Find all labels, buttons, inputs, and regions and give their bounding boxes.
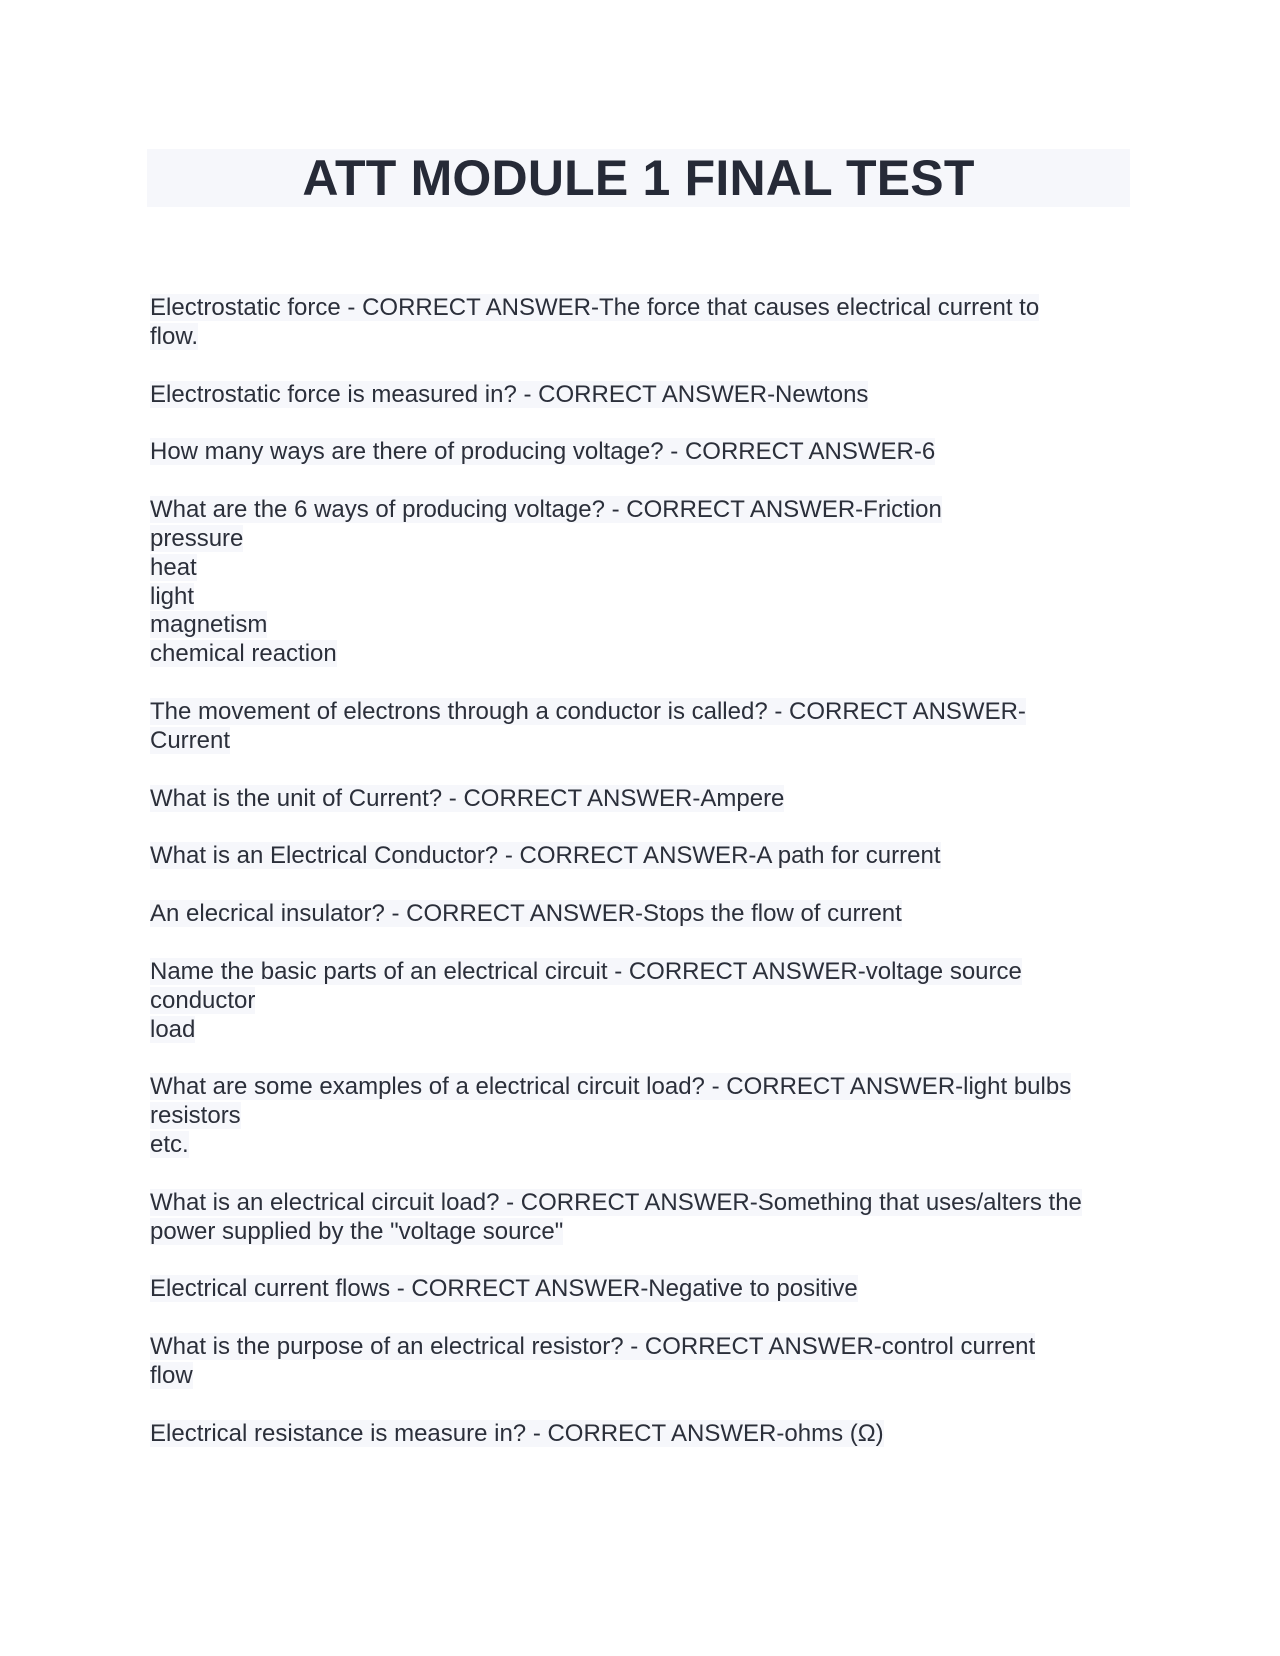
qa-line: An elecrical insulator? - CORRECT ANSWER-Stops the flow of current (150, 900, 902, 928)
qa-line: The movement of electrons through a conductor is called? - CORRECT ANSWER- (150, 697, 1026, 725)
qa-line: magnetism (150, 611, 268, 639)
qa-line: Electrostatic force - CORRECT ANSWER-The force that causes electrical current to (150, 294, 1040, 321)
qa-item (150, 842, 1140, 871)
qa-item (150, 698, 1140, 756)
qa-item (150, 785, 1140, 814)
qa-item (150, 900, 1140, 929)
qa-item (150, 1073, 1140, 1159)
qa-line: power supplied by the "voltage source" (150, 1217, 564, 1245)
qa-line: How many ways are there of producing voltage? - CORRECT ANSWER-6 (150, 438, 936, 466)
qa-line: What is an Electrical Conductor? - CORRECT ANSWER-A path for current (150, 842, 941, 870)
qa-line: Electrical resistance is measure in? - CORRECT ANSWER-ohms (Ω) (150, 1419, 884, 1447)
qa-line: Electrical current flows - CORRECT ANSWER-Negative to positive (150, 1275, 858, 1303)
title-banner (147, 149, 1130, 207)
page-title: ATT MODULE 1 FINAL TEST (302, 150, 975, 206)
qa-line: Current (150, 726, 231, 754)
qa-item (150, 1189, 1140, 1247)
qa-item (150, 496, 1140, 669)
qa-list (150, 294, 1140, 1478)
qa-line: flow (150, 1361, 193, 1389)
qa-item (150, 438, 1140, 467)
qa-line: What are the 6 ways of producing voltage? - CORRECT ANSWER-Friction (150, 496, 942, 524)
qa-line: light (150, 582, 195, 610)
qa-line: What is the purpose of an electrical resistor? - CORRECT ANSWER-control current (150, 1333, 1036, 1361)
qa-item (150, 1275, 1140, 1304)
qa-line: resistors (150, 1102, 241, 1130)
qa-line: What is the unit of Current? - CORRECT ANSWER-Ampere (150, 784, 785, 812)
qa-line: heat (150, 553, 197, 581)
qa-line: Electrostatic force is measured in? - CORRECT ANSWER-Newtons (150, 380, 869, 408)
qa-line: flow. (150, 322, 199, 350)
qa-line: What are some examples of a electrical circuit load? - CORRECT ANSWER-light bulbs (150, 1073, 1072, 1101)
qa-line: What is an electrical circuit load? - CORRECT ANSWER-Something that uses/alters the (150, 1188, 1082, 1216)
qa-item (150, 958, 1140, 1044)
qa-line: pressure (150, 524, 244, 552)
qa-item (150, 1420, 1140, 1449)
qa-line: etc. (150, 1130, 189, 1158)
qa-item (150, 381, 1140, 410)
qa-line: conductor (150, 986, 256, 1014)
qa-item (150, 1333, 1140, 1391)
qa-line: chemical reaction (150, 640, 337, 668)
qa-item (150, 294, 1140, 352)
qa-line: Name the basic parts of an electrical circuit - CORRECT ANSWER-voltage source (150, 957, 1022, 985)
qa-line: load (150, 1015, 196, 1043)
